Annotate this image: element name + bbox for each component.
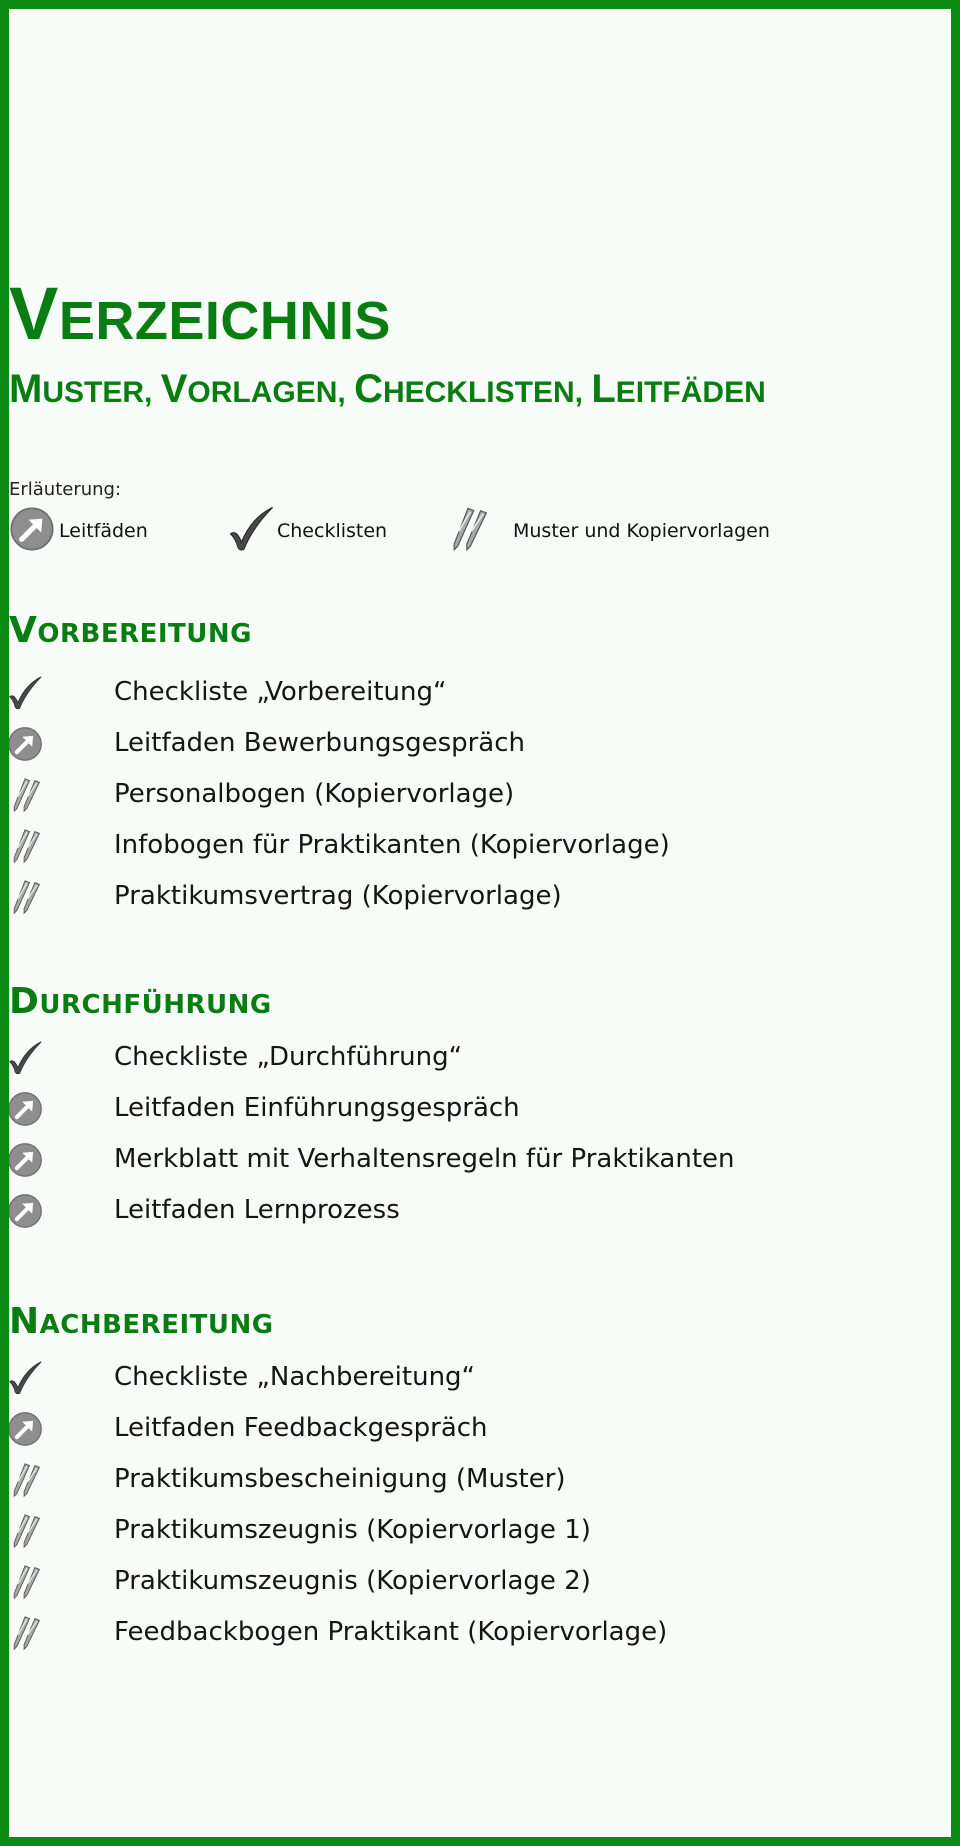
arrow-circle-icon [7, 1411, 43, 1451]
pens-icon [7, 828, 43, 868]
list-item-label: Praktikumszeugnis (Kopiervorlage 2) [114, 1566, 591, 1596]
list-item-label: Personalbogen (Kopiervorlage) [114, 779, 515, 809]
legend-item-checklisten [227, 505, 387, 557]
list-item [9, 1138, 949, 1182]
section-heading: DURCHFÜHRUNG [9, 981, 272, 1022]
list-item [9, 773, 949, 817]
list-item [9, 722, 949, 766]
list-item-label: Checkliste „Vorbereitung“ [114, 677, 447, 707]
list-item [9, 824, 949, 868]
section-heading: VORBEREITUNG [9, 610, 252, 651]
list-item-label: Infobogen für Praktikanten (Kopiervorlage) [114, 830, 670, 860]
legend-label: Erläuterung: [9, 479, 122, 500]
legend-item-label: Checklisten [277, 520, 388, 542]
list-item-label: Feedbackbogen Praktikant (Kopiervorlage) [114, 1617, 668, 1647]
pens-icon [7, 1513, 43, 1553]
list-item-label: Leitfaden Lernprozess [114, 1195, 400, 1225]
legend-item-leitfaeden [9, 505, 148, 557]
list-item [9, 1458, 949, 1502]
pens-icon [7, 879, 43, 919]
arrow-circle-icon [9, 506, 55, 556]
list-item [9, 1611, 949, 1655]
list-item-label: Checkliste „Nachbereitung“ [114, 1362, 476, 1392]
list-item-label: Praktikumszeugnis (Kopiervorlage 1) [114, 1515, 591, 1545]
list-item [9, 1036, 949, 1080]
list-item [9, 671, 949, 715]
pens-icon [7, 1462, 43, 1502]
subtitle-text: MUSTER, VORLAGEN, CHECKLISTEN, LEITFÄDEN [9, 367, 766, 411]
list-item [9, 1189, 949, 1233]
checkmark-icon [227, 505, 275, 557]
list-item [9, 1087, 949, 1131]
list-item-label: Leitfaden Feedbackgespräch [114, 1413, 488, 1443]
pens-icon [7, 1615, 43, 1655]
list-item-label: Merkblatt mit Verhaltensregeln für Praktikanten [114, 1144, 735, 1174]
list-item [9, 1356, 949, 1400]
pens-icon [445, 506, 491, 556]
pens-icon [7, 1564, 43, 1604]
checkmark-icon [7, 675, 43, 715]
list-item [9, 1509, 949, 1553]
list-item [9, 1560, 949, 1604]
list-item [9, 1407, 949, 1451]
checkmark-icon [7, 1040, 43, 1080]
legend-item-label: Leitfäden [59, 520, 148, 542]
list-item-label: Checkliste „Durchführung“ [114, 1042, 463, 1072]
section-heading: NACHBEREITUNG [9, 1301, 274, 1342]
legend [9, 505, 909, 557]
list-item [9, 875, 949, 919]
checkmark-icon [7, 1360, 43, 1400]
list-item-label: Praktikumsvertrag (Kopiervorlage) [114, 881, 562, 911]
list-item-label: Leitfaden Bewerbungsgespräch [114, 728, 526, 758]
pens-icon [7, 777, 43, 817]
legend-item-label: Muster und Kopiervorlagen [513, 520, 770, 542]
arrow-circle-icon [7, 1142, 43, 1182]
page-subtitle [9, 369, 766, 409]
list-item-label: Leitfaden Einführungsgespräch [114, 1093, 520, 1123]
arrow-circle-icon [7, 726, 43, 766]
arrow-circle-icon [7, 1193, 43, 1233]
list-item-label: Praktikumsbescheinigung (Muster) [114, 1464, 566, 1494]
legend-item-muster [445, 505, 770, 557]
watermark [47, 1800, 51, 1814]
page-title: VERZEICHNIS [9, 272, 391, 355]
arrow-circle-icon [7, 1091, 43, 1131]
